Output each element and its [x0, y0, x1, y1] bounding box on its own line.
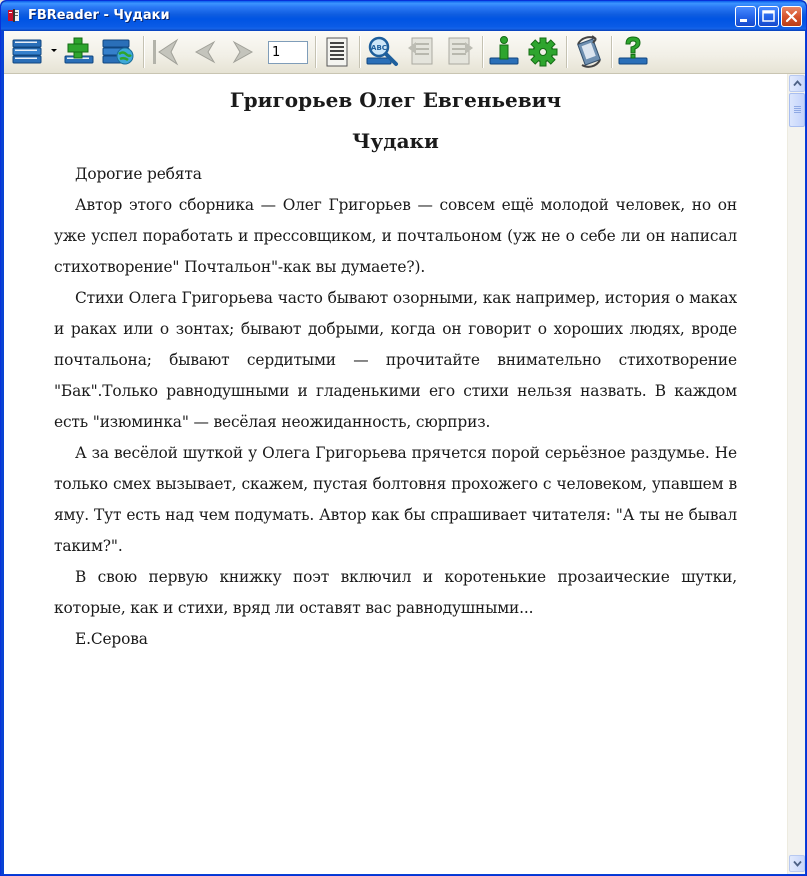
search-icon: [365, 34, 399, 70]
scroll-thumb[interactable]: [789, 93, 805, 127]
help-button[interactable]: [617, 34, 651, 70]
book-info-icon: [488, 34, 522, 70]
rotate-screen-icon: [572, 34, 606, 70]
window-title: FBReader - Чудаки: [28, 8, 170, 23]
find-next-button[interactable]: [443, 34, 477, 70]
scroll-down-button[interactable]: [789, 855, 805, 872]
close-icon: [782, 7, 801, 26]
settings-button[interactable]: [526, 34, 560, 70]
library-dropdown-arrow[interactable]: [51, 49, 57, 52]
add-book-icon: [62, 34, 96, 70]
find-previous-button[interactable]: [404, 34, 438, 70]
paragraph: Е.Серова: [75, 630, 148, 648]
toolbar-separator: [566, 36, 568, 68]
toolbar: [4, 31, 805, 74]
find-next-icon: [443, 34, 477, 70]
paragraph: В свою первую книжку поэт включил и коротенькие прозаические шутки, которые, как и стихи, вряд ли оставят вас равнодушными...: [54, 568, 737, 617]
thumb-grip: [794, 110, 801, 111]
book-title: Чудаки: [352, 129, 439, 153]
help-icon: [617, 34, 651, 70]
scroll-up-button[interactable]: [789, 75, 805, 92]
book-text: [54, 86, 737, 655]
find-previous-icon: [404, 34, 438, 70]
toolbar-separator: [315, 36, 317, 68]
go-to-start-button[interactable]: [149, 34, 183, 70]
svg-text:ABC: ABC: [371, 44, 387, 52]
title-bar[interactable]: [1, 1, 806, 31]
network-library-icon: [101, 34, 135, 70]
settings-gear-icon: [526, 34, 560, 70]
minimize-button[interactable]: [735, 6, 756, 27]
network-library-button[interactable]: [101, 34, 135, 70]
go-to-start-icon: [149, 34, 183, 70]
search-button[interactable]: [365, 34, 399, 70]
paragraph: А за весёлой шуткой у Олега Григорьева прячется порой серьёзное раздумье. Не только смех вызывает, скажем, пустая болтовня прохожего с человеком, упавшем в яму. Тут есть над чем подумать. Автор как бы спрашивает читателя: "А ты не бывал таким?".: [54, 444, 737, 555]
page-forward-icon: [226, 34, 260, 70]
close-button[interactable]: [781, 6, 802, 27]
page-number-input[interactable]: [268, 41, 308, 64]
thumb-grip: [794, 112, 801, 113]
fbreader-app-icon: [7, 8, 21, 23]
reading-area[interactable]: [4, 74, 787, 874]
add-book-button[interactable]: [62, 34, 96, 70]
vertical-scrollbar[interactable]: [787, 74, 805, 874]
book-author: Григорьев Олег Евгеньевич: [229, 88, 562, 112]
page-back-button[interactable]: [188, 34, 222, 70]
library-button[interactable]: [11, 34, 45, 70]
paragraph: Стихи Олега Григорьева часто бывают озорными, как например, история о маках и раках или о зонтах; бывают добрыми, когда он говорит о хороших людях, вроде почтальона; бывают сердитыми — прочитайте внимательно стихотворение "Бак".Только равнодушными и гладенькими его стихи нельзя назвать. В каждом есть "изюминка" — весёлая неожиданность, сюрприз.: [54, 289, 737, 431]
book-info-button[interactable]: [488, 34, 522, 70]
table-of-contents-icon: [320, 34, 354, 70]
thumb-grip: [794, 106, 801, 107]
table-of-contents-button[interactable]: [320, 34, 354, 70]
minimize-icon: [736, 7, 755, 26]
maximize-button[interactable]: [758, 6, 779, 27]
toolbar-separator: [611, 36, 613, 68]
page-forward-button[interactable]: [226, 34, 260, 70]
maximize-icon: [759, 7, 778, 26]
thumb-grip: [794, 108, 801, 109]
toolbar-separator: [359, 36, 361, 68]
page-back-icon: [188, 34, 222, 70]
rotate-screen-button[interactable]: [572, 34, 606, 70]
arrow-up-icon: [793, 80, 802, 87]
arrow-down-icon: [793, 860, 802, 867]
paragraph: Дорогие ребята: [75, 165, 202, 183]
toolbar-separator: [482, 36, 484, 68]
library-icon: [11, 34, 45, 70]
paragraph: Автор этого сборника — Олег Григорьев — совсем ещё молодой человек, но он уже успел поработать и прессовщиком, и почтальоном (уж не о себе ли он написал стихотворение" Почтальон"-как вы думаете?).: [54, 196, 737, 276]
toolbar-separator: [143, 36, 145, 68]
